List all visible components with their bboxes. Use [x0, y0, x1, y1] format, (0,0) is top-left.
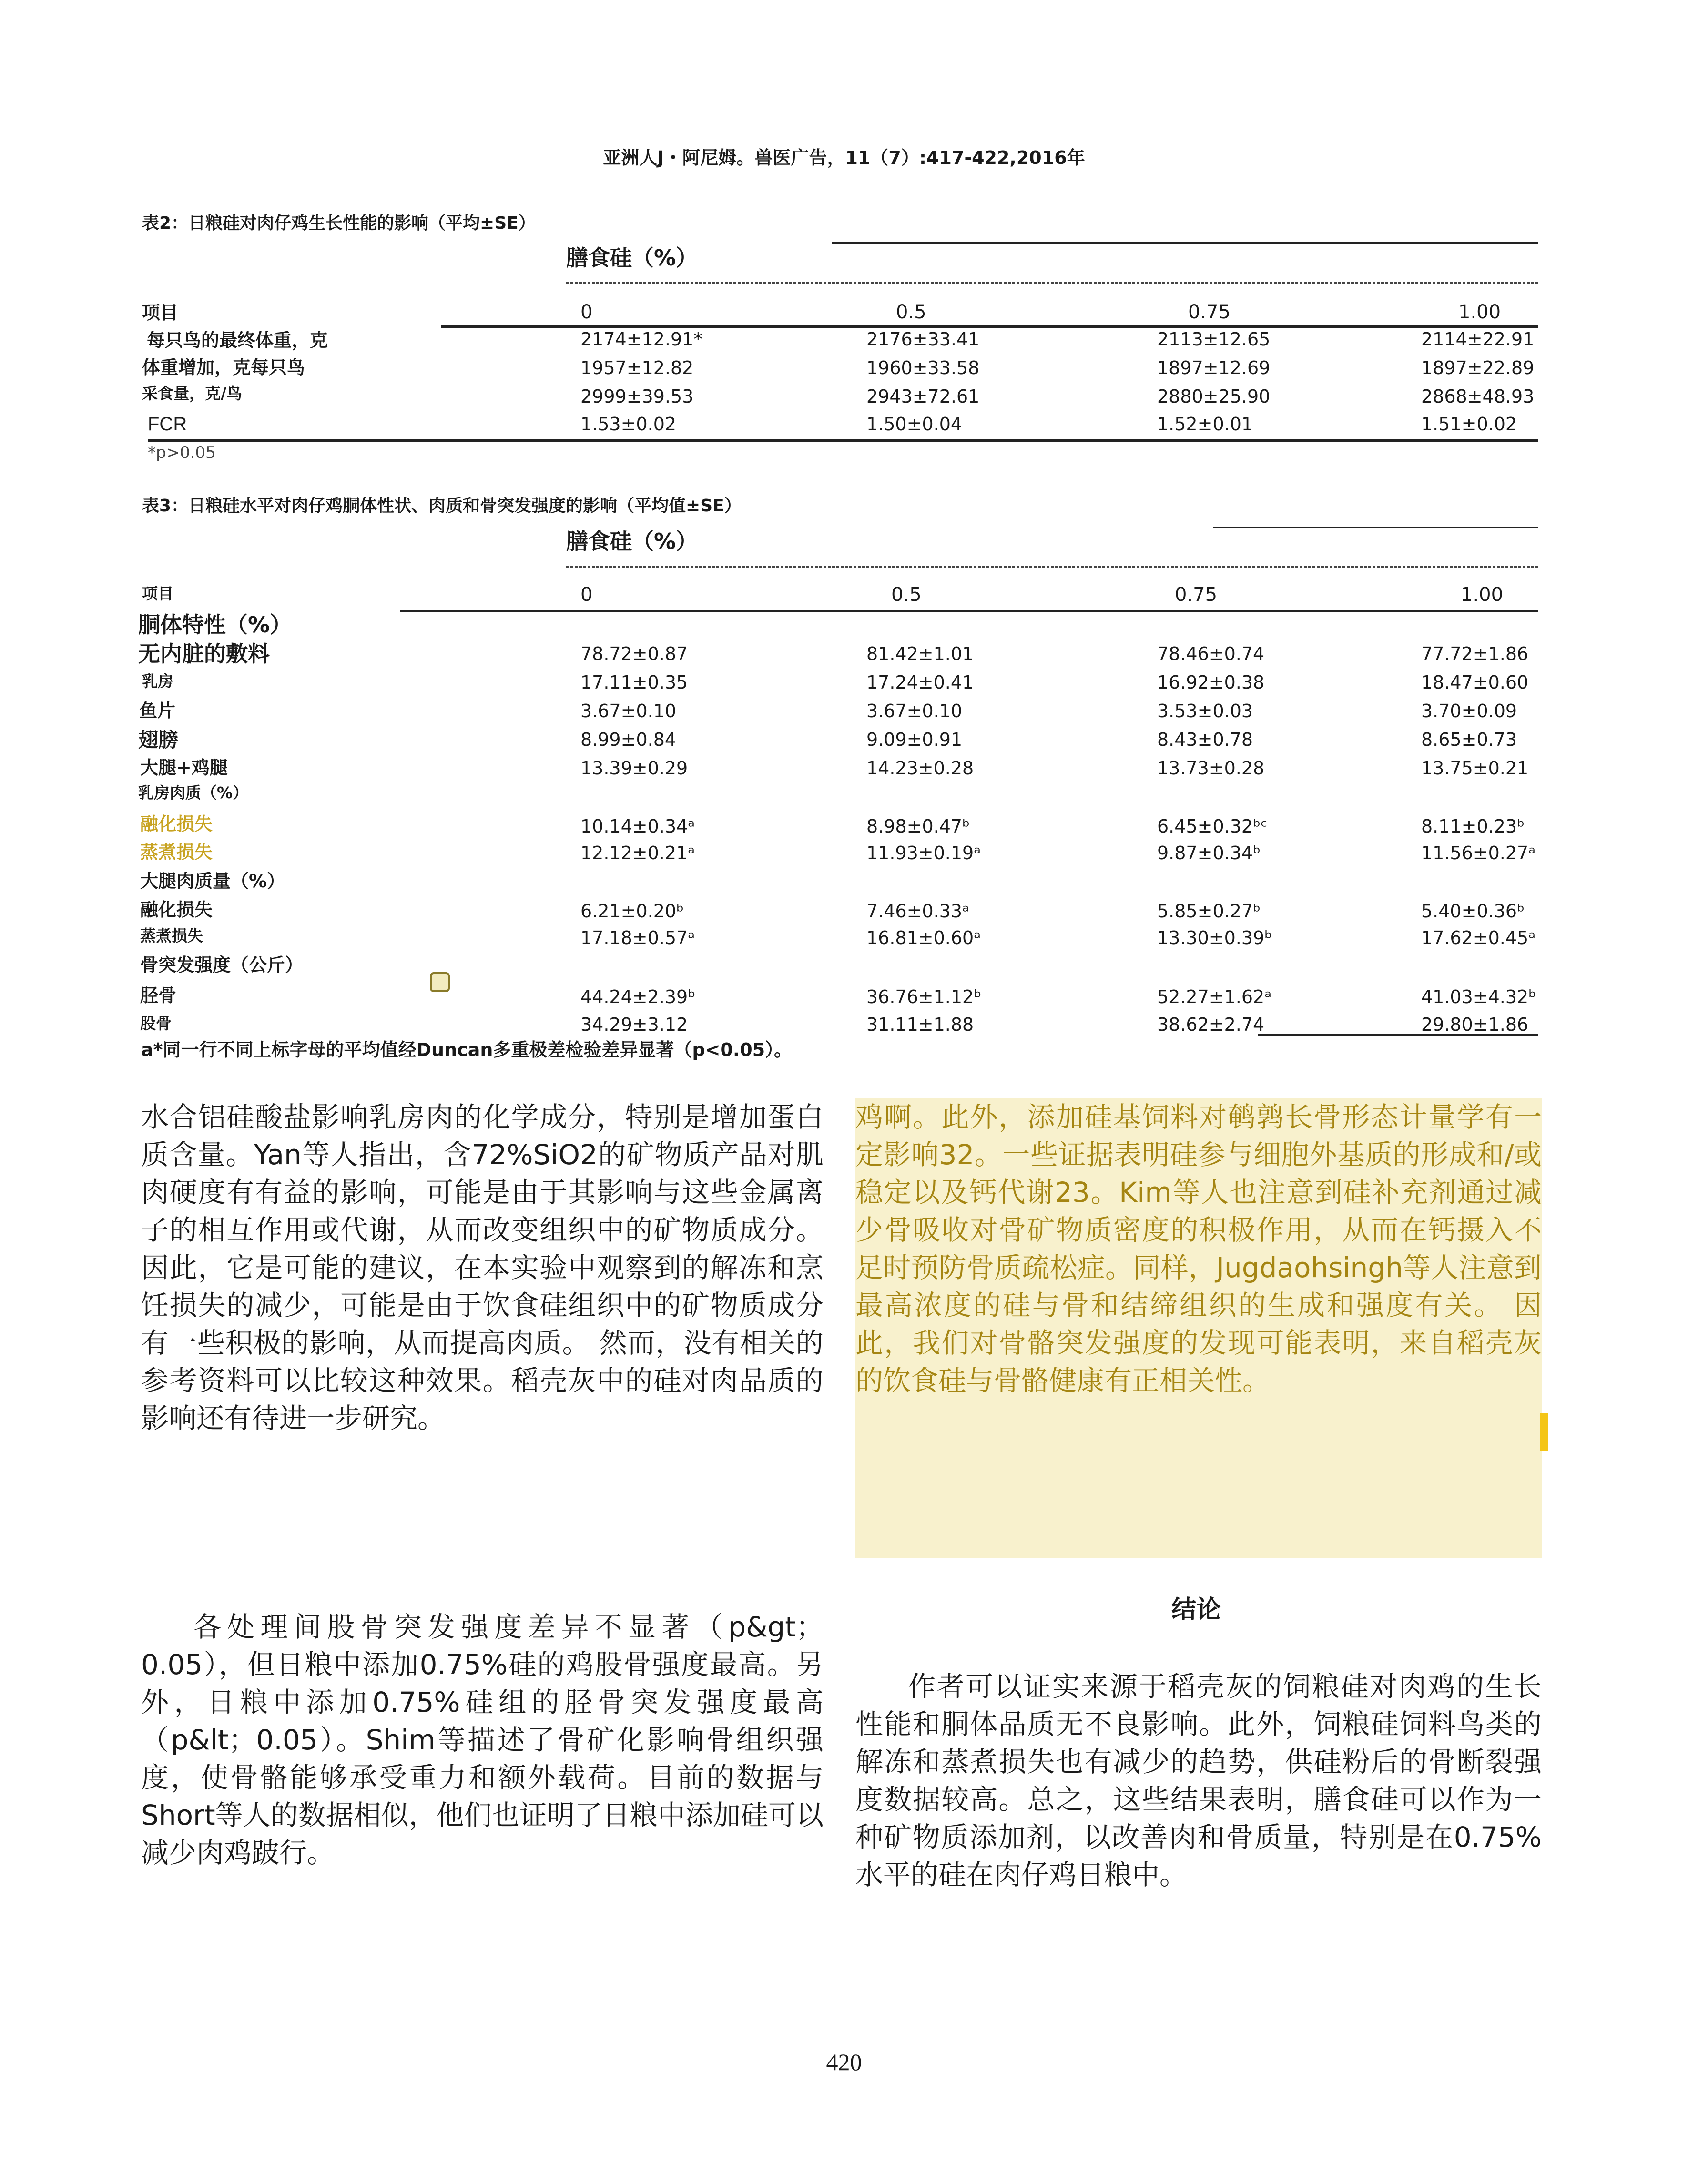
table-cell: 38.62±2.74: [1157, 1014, 1265, 1035]
table-cell: 13.30±0.39ᵇ: [1157, 927, 1272, 948]
table2-footnote: *p>0.05: [148, 443, 216, 462]
table-row-label: 蒸煮损失: [140, 842, 213, 863]
table-cell: 78.46±0.74: [1157, 643, 1265, 664]
table-cell: 17.18±0.57ᵃ: [580, 927, 695, 948]
table2-group-header: 膳食硅（%）: [566, 245, 698, 271]
table3-col-0: 0: [580, 584, 593, 606]
table-cell: 11.56±0.27ᵃ: [1421, 843, 1536, 863]
comment-icon[interactable]: [430, 972, 450, 992]
table-cell: 2943±72.61: [866, 386, 980, 407]
table-cell: 8.43±0.78: [1157, 729, 1253, 750]
table3-top-rule: [1213, 527, 1538, 528]
table3-bottom-rule: [1258, 1034, 1538, 1036]
table2-dashed-rule: [566, 282, 1538, 284]
table-cell: 12.12±0.21ᵃ: [580, 843, 695, 863]
section-label-thigh: 大腿肉质量（%）: [140, 871, 285, 892]
table2-caption: 表2：日粮硅对肉仔鸡生长性能的影响（平均±SE）: [142, 213, 536, 233]
table-cell: 17.11±0.35: [580, 672, 688, 693]
table-cell: 13.39±0.29: [580, 758, 688, 779]
table-cell: 17.62±0.45ᵃ: [1421, 927, 1536, 948]
table3-col-2: 0.75: [1175, 584, 1218, 606]
table3-col-1: 0.5: [891, 584, 922, 606]
table2-col-2: 0.75: [1188, 301, 1231, 323]
table-cell: 3.67±0.10: [866, 701, 963, 721]
section-label-bone: 骨突发强度（公斤）: [140, 955, 304, 975]
table-cell: 1957±12.82: [580, 357, 694, 378]
table-row-label: 胫骨: [140, 985, 177, 1006]
table-cell: 41.03±4.32ᵇ: [1421, 986, 1536, 1007]
table3-group-header: 膳食硅（%）: [566, 528, 698, 554]
table3-dashed-rule: [566, 566, 1538, 568]
table-cell: 36.76±1.12ᵇ: [866, 986, 982, 1007]
table-cell: 3.67±0.10: [580, 701, 677, 721]
table-cell: 7.46±0.33ᵃ: [866, 901, 969, 922]
table-cell: 9.87±0.34ᵇ: [1157, 843, 1261, 863]
table-row-label: 蒸煮损失: [140, 926, 203, 945]
table-cell: 17.24±0.41: [866, 672, 974, 693]
table-cell: 5.85±0.27ᵇ: [1157, 901, 1261, 922]
table-cell: 5.40±0.36ᵇ: [1421, 901, 1525, 922]
table2-col-3: 1.00: [1458, 301, 1501, 323]
table-cell: 1.50±0.04: [866, 414, 963, 435]
table-row-label: 股骨: [140, 1014, 172, 1033]
table-cell: 3.53±0.03: [1157, 701, 1253, 721]
table-cell: 18.47±0.60: [1421, 672, 1529, 693]
table-cell: 2999±39.53: [580, 386, 694, 407]
table-cell: 2868±48.93: [1421, 386, 1535, 407]
table-cell: 31.11±1.88: [866, 1014, 974, 1035]
table-row-label: 翅膀: [138, 728, 179, 752]
table-row-label: 每只鸟的最终体重，克: [147, 330, 328, 351]
table-row-label: 乳房: [142, 672, 173, 691]
table-cell: 81.42±1.01: [866, 643, 974, 664]
table-cell: 2174±12.91*: [580, 329, 703, 350]
left-paragraph-1: 水合铝硅酸盐影响乳房肉的化学成分，特别是增加蛋白质含量。Yan等人指出，含72%SiO2的矿物质产品对肌肉硬度有有益的影响，可能是由于其影响与这些金属离子的相互作用或代谢，从而改变组织中的矿物质成分。因此，它是可能的建议，在本实验中观察到的解冻和烹饪损失的减少，可能是由于饮食硅组织中的矿物质成分有一些积极的影响，从而提高肉质。 然而，没有相关的参考资料可以比较这种效果。稻壳灰中的硅对肉品质的影响还有待进一步研究。: [141, 1101, 824, 1434]
left-paragraph-2: 各处理间股骨突发强度差异不显著（p&gt；0.05），但日粮中添加0.75%硅的鸡股骨强度最高。另外，日粮中添加0.75%硅组的胫骨突发强度最高（p&lt；0.05）。Shim等描述了骨矿化影响骨组织强度，使骨骼能够承受重力和额外载荷。目前的数据与Short等人的数据相似，他们也证明了日粮中添加硅可以减少肉鸡跛行。: [141, 1611, 824, 1869]
table-cell: 77.72±1.86: [1421, 643, 1529, 664]
table-cell: 11.93±0.19ᵃ: [866, 843, 981, 863]
table3-caption: 表3：日粮硅水平对肉仔鸡胴体性状、肉质和骨突发强度的影响（平均值±SE）: [142, 496, 742, 516]
table-row-label: 大腿+鸡腿: [140, 757, 228, 778]
table-cell: 3.70±0.09: [1421, 701, 1517, 721]
table-cell: 2176±33.41: [866, 329, 980, 350]
table2-col-0: 0: [580, 301, 593, 323]
table-cell: 8.11±0.23ᵇ: [1421, 816, 1525, 837]
table-row-label: 无内脏的敷料: [138, 641, 270, 667]
table-cell: 13.75±0.21: [1421, 758, 1529, 779]
section-label-carcass: 胴体特性（%）: [138, 612, 292, 638]
highlight-marker[interactable]: [1540, 1413, 1548, 1451]
table-cell: 8.99±0.84: [580, 729, 677, 750]
conclusion-heading: 结论: [1171, 1595, 1221, 1624]
table-cell: 1960±33.58: [866, 357, 980, 378]
table-cell: 52.27±1.62ᵃ: [1157, 986, 1272, 1007]
table2-col-1: 0.5: [896, 301, 926, 323]
table3-header-rule: [400, 610, 1538, 612]
table-cell: 6.21±0.20ᵇ: [580, 901, 684, 922]
table3-item-header: 项目: [142, 584, 173, 603]
table-cell: 6.45±0.32ᵇᶜ: [1157, 816, 1268, 837]
conclusion-paragraph: 作者可以证实来源于稻壳灰的饲粮硅对肉鸡的生长性能和胴体品质无不良影响。此外，饲粮硅饲料鸟类的解冻和蒸煮损失也有减少的趋势，供硅粉后的骨断裂强度数据较高。总之，这些结果表明，膳食硅可以作为一种矿物质添加剂，以改善肉和骨质量，特别是在0.75%水平的硅在肉仔鸡日粮中。: [855, 1670, 1542, 1891]
table-cell: 78.72±0.87: [580, 643, 688, 664]
table2-bottom-rule: [148, 439, 1538, 442]
table-row-label: 体重增加，克每只鸟: [142, 357, 305, 378]
table-row-label: 采食量，克/鸟: [142, 384, 243, 403]
table-cell: 2113±12.65: [1157, 329, 1271, 350]
table-cell: 1.51±0.02: [1421, 414, 1517, 435]
table-cell: 29.80±1.86: [1421, 1014, 1529, 1035]
table-cell: 8.65±0.73: [1421, 729, 1517, 750]
table-row-label: 融化损失: [140, 899, 213, 920]
table-cell: 1897±12.69: [1157, 357, 1271, 378]
table-row-label: FCR: [148, 414, 187, 435]
table2-item-header: 项目: [142, 302, 179, 323]
table-cell: 2114±22.91: [1421, 329, 1535, 350]
table-cell: 2880±25.90: [1157, 386, 1271, 407]
right-paragraph-1: 鸡啊。此外，添加硅基饲料对鹌鹑长骨形态计量学有一定影响32。一些证据表明硅参与细胞外基质的形成和/或稳定以及钙代谢23。Kim等人也注意到硅补充剂通过减少骨吸收对骨矿物质密度的积极作用，从而在钙摄入不足时预防骨质疏松症。同样，Jugdaohsingh等人注意到最高浓度的硅与骨和结缔组织的生成和强度有关。 因此，我们对骨骼突发强度的发现可能表明，来自稻壳灰的饮食硅与骨骼健康有正相关性。: [855, 1101, 1542, 1397]
table3-footnote: a*同一行不同上标字母的平均值经Duncan多重极差检验差异显著（p<0.05）。: [141, 1039, 793, 1060]
table-cell: 44.24±2.39ᵇ: [580, 986, 696, 1007]
table3-col-3: 1.00: [1461, 584, 1504, 606]
table-cell: 16.81±0.60ᵃ: [866, 927, 981, 948]
section-label-breast: 乳房肉质（%）: [138, 783, 249, 802]
table-cell: 9.09±0.91: [866, 729, 963, 750]
table-row-label: 鱼片: [139, 700, 176, 721]
table-cell: 1.52±0.01: [1157, 414, 1253, 435]
table-cell: 1.53±0.02: [580, 414, 677, 435]
table2-header-rule: [441, 325, 1538, 328]
table2-top-rule: [832, 242, 1538, 244]
table-row-label: 融化损失: [140, 813, 213, 834]
table-cell: 16.92±0.38: [1157, 672, 1265, 693]
page-number: 420: [826, 2049, 862, 2075]
table-cell: 14.23±0.28: [866, 758, 974, 779]
table-cell: 13.73±0.28: [1157, 758, 1265, 779]
table-cell: 34.29±3.12: [580, 1014, 688, 1035]
table-cell: 10.14±0.34ᵃ: [580, 816, 695, 837]
running-head: 亚洲人J・阿尼姆。兽医广告，11（7）:417-422,2016年: [603, 147, 1085, 168]
table-cell: 1897±22.89: [1421, 357, 1535, 378]
table-cell: 8.98±0.47ᵇ: [866, 816, 970, 837]
